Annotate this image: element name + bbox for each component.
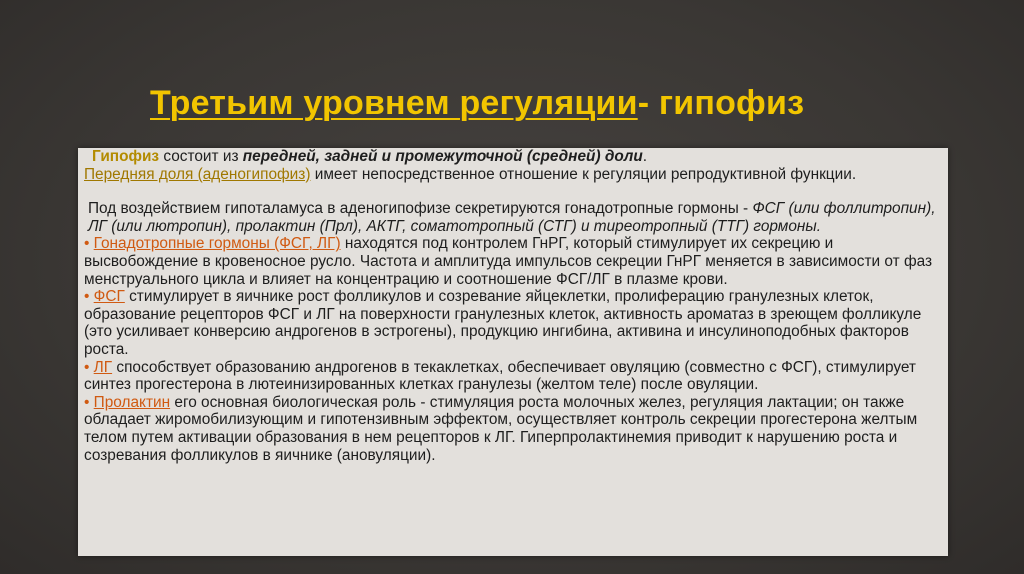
slide-title-rest: - гипофиз bbox=[637, 84, 805, 122]
lobes-emphasis: передней, задней и промежуточной (средней) доли bbox=[242, 148, 643, 165]
slide-content bbox=[84, 148, 936, 464]
bullet-lh: • ЛГ способствует образованию андрогенов в текаклетках, обеспечивает овуляцию (совместно с ФСГ), стимулирует синтез прогестерона в лютеинизированных клетках гранулезы (желтом теле) после овуляции. bbox=[84, 358, 916, 394]
slide-title-main: Третьим уровнем регуляции bbox=[150, 84, 638, 122]
term-hypophysis: Гипофиз bbox=[92, 148, 160, 165]
link-anterior-lobe[interactable]: Передняя доля (аденогипофиз) bbox=[84, 165, 311, 183]
bullet-fsh: • ФСГ стимулирует в яичнике рост фолликулов и созревание яйцеклетки, пролиферацию гранулезных клеток, образование рецепторов ФСГ и ЛГ на поверхности гранулезных клеток, активность ароматаз в зреющем фолликуле (это усиливает конверсию андрогенов в эстрогены), продукцию ингибина, активина и инсулиноподобных факторов роста. bbox=[84, 288, 922, 358]
hormones-list: ФСГ (или фоллитропин), ЛГ (или лютропин), пролактин (Прл), АКТГ, соматотропный (СТГ) и тиреотропный (ТТГ) гормоны. bbox=[88, 200, 936, 235]
bullet-mark: • bbox=[84, 235, 90, 253]
bullet-mark: • bbox=[84, 288, 90, 306]
paragraph-anterior-lobe: Передняя доля (аденогипофиз) имеет непосредственное отношение к регуляции репродуктивной функции. bbox=[84, 165, 857, 183]
paragraph-hormones: Под воздействием гипоталамуса в аденогипофизе секретируются гонадотропные гормоны - ФСГ (или фоллитропин), ЛГ (или лютропин), пролактин (Прл), АКТГ, соматотропный (СТГ) и тиреотропный (ТТГ) гормоны. bbox=[88, 200, 936, 235]
bullet-mark: • bbox=[84, 358, 90, 376]
link-lh[interactable]: ЛГ bbox=[93, 358, 113, 376]
bullet-gonadotropic: • Гонадотропные гормоны (ФСГ, ЛГ) находятся под контролем ГнРГ, который стимулирует их секрецию и высвобождение в кровеносное русло. Частота и амплитуда импульсов секреции ГнРГ меняется в зависимости от фаз менструального цикла и влияет на концентрацию и соотношение ФСГ/ЛГ в плазме крови. bbox=[84, 235, 933, 288]
slide-title bbox=[150, 84, 910, 123]
link-fsh[interactable]: ФСГ bbox=[93, 288, 125, 306]
bullet-mark: • bbox=[84, 393, 90, 411]
paragraph-hypophysis: Гипофиз состоит из передней, задней и промежуточной (средней) доли. bbox=[92, 148, 648, 165]
link-prolactin[interactable]: Пролактин bbox=[93, 393, 171, 411]
bullet-prolactin: • Пролактин его основная биологическая роль - стимуляция роста молочных желез, регуляция лактации; он также обладает жиромобилизующим и гипотензивным эффектом, осуществляет контроль секреции прогестерона желтым телом путем активации образования в нем рецепторов к ЛГ. Гиперпролактинемия приводит к нарушению роста и созревания фолликулов в яичнике (ановуляции). bbox=[84, 393, 918, 464]
link-gonadotropic-hormones[interactable]: Гонадотропные гормоны (ФСГ, ЛГ) bbox=[93, 235, 341, 253]
